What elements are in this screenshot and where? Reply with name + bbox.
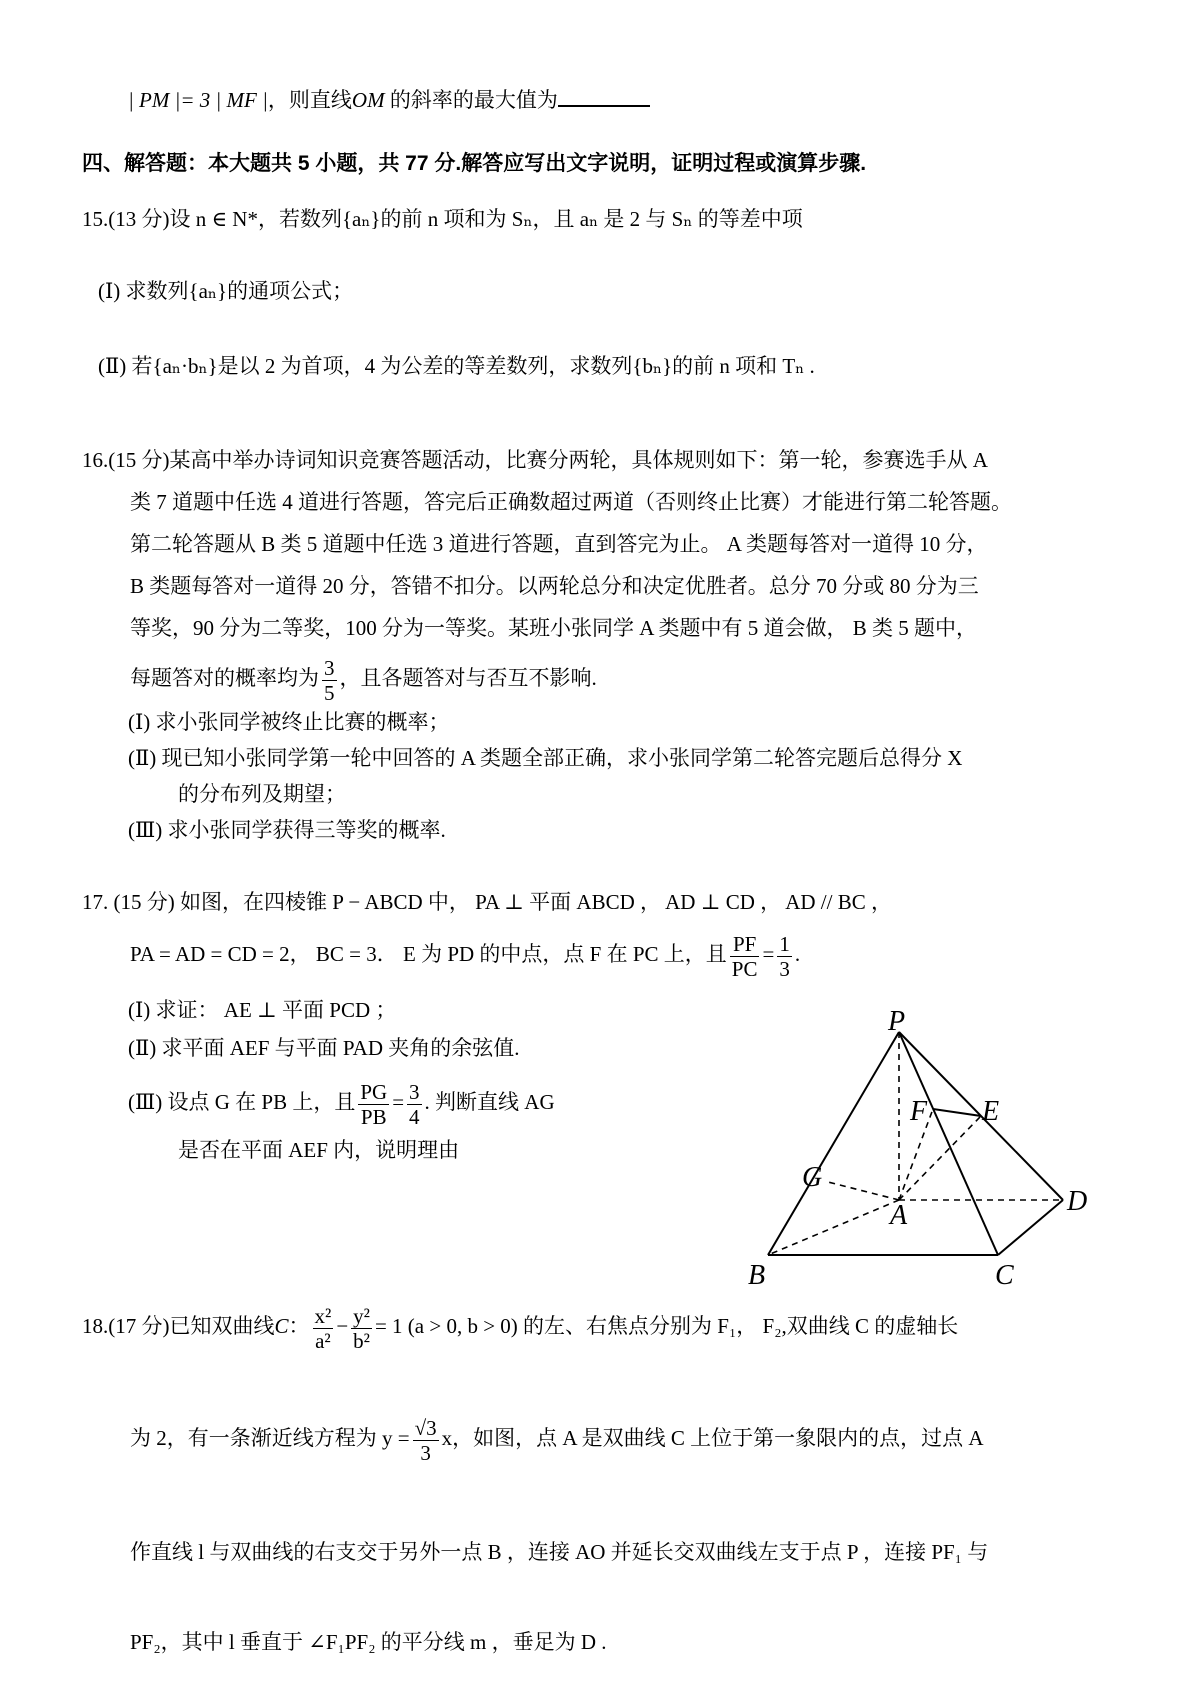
fraction-pg-pb (358, 1080, 389, 1129)
section-heading: 四、解答题：本大题共 5 小题，共 77 分.解答应写出文字说明，证明过程或演算步骤. (82, 152, 867, 175)
q18-line1-a: 18.(17 分)已知双曲线 (82, 1314, 275, 1338)
fraction-1-3 (777, 932, 792, 981)
edge-ab (768, 1200, 899, 1255)
q18-line2-b: x，如图，点 A 是双曲线 C 上位于第一象限内的点，过点 A (441, 1426, 984, 1450)
frac-num: 3 (324, 655, 335, 680)
q17-part2: (Ⅱ) 求平面 AEF 与平面 PAD 夹角的余弦值. (128, 1036, 520, 1060)
fraction-y2-b2 (351, 1304, 372, 1353)
pyramid-figure (740, 1010, 1100, 1290)
q18-line2 (130, 1410, 984, 1466)
q16-line4: B 类题每答对一道得 20 分，答错不扣分。以两轮总分和决定优胜者。总分 70 分或 80 分为三 (130, 574, 979, 598)
q17-part1: (Ⅰ) 求证： AE ⊥ 平面 PCD ； (128, 998, 397, 1022)
frac-den: 5 (324, 680, 335, 705)
fraction-3-4 (407, 1080, 422, 1129)
label-e: E (982, 1096, 1000, 1127)
q18-line1-b: 的左、右焦点分别为 F₁， F₂,双曲线 C 的虚轴长 (523, 1314, 959, 1338)
frac-den: a² (315, 1328, 331, 1353)
label-d: D (1067, 1186, 1088, 1217)
frac-num: PF (730, 932, 760, 957)
q17-part3c: 是否在平面 AEF 内，说明理由 (178, 1138, 460, 1162)
edge-pb (768, 1032, 899, 1255)
q16-line6-a: 每题答对的概率均为 (130, 666, 319, 690)
segment-ag (828, 1182, 899, 1200)
q14-tail-line (128, 86, 650, 114)
period: . (794, 942, 801, 966)
fraction-sqrt3-3 (413, 1416, 439, 1465)
colon: ： (288, 1314, 310, 1338)
q17-line2 (130, 926, 800, 982)
q18-line4: PF₂，其中 l 垂直于 ∠F₁PF₂ 的平分线 m ，垂足为 D . (130, 1630, 607, 1654)
q16-line2: 类 7 道题中任选 4 道进行答题，答完后正确数超过两道（否则终止比赛）才能进行第二轮答题。 (130, 490, 1012, 514)
q18-line2-a: 为 2，有一条渐近线方程为 y = (130, 1426, 410, 1450)
edge-cd (998, 1200, 1063, 1255)
equation-rhs: = 1 (a > 0, b > 0) (374, 1314, 518, 1338)
q17-part3-b: . 判断直线 AG (424, 1090, 555, 1114)
label-a: A (890, 1200, 908, 1231)
q14-text2: 的斜率的最大值为 (389, 88, 558, 112)
q16-part2b: 的分布列及期望； (178, 782, 346, 806)
frac-den: PC (731, 956, 758, 981)
q18-line1: 18.(17 分)已知双曲线C： $\frac{\text{x²}}{\text{a²}}$ − $\frac{\text{y²}}{\text{b²}}$ = 1 (a > 0, b > 0) 的左、右焦点分别为 F₁， F₂,双曲线 C 的虚轴长 (82, 1303, 959, 1353)
frac-num: x² (314, 1303, 332, 1328)
q16-part3: (Ⅲ) 求小张同学获得三等奖的概率. (128, 818, 446, 842)
q17-line1: 17. (15 分) 如图，在四棱锥 P − ABCD 中， PA ⊥ 平面 ABCD ， AD ⊥ CD ， AD // BC ， (82, 890, 892, 914)
label-g: G (802, 1162, 823, 1193)
answer-blank (558, 87, 650, 107)
q17-part3a (128, 1074, 555, 1130)
frac-den: PB (360, 1104, 387, 1129)
fraction-x2-a2 (313, 1304, 334, 1353)
frac-num: √3 (414, 1415, 437, 1440)
frac-den: b² (353, 1328, 370, 1353)
frac-num: PG (360, 1079, 388, 1104)
q16-line1: 16.(15 分)某高中举办诗词知识竞赛答题活动，比赛分两轮，具体规则如下：第一轮，参赛选手从 A (82, 448, 988, 472)
q16-line6-b: ，且各题答对与否互不影响. (339, 666, 597, 690)
equals-sign: = (762, 942, 775, 966)
frac-den: 4 (409, 1104, 420, 1129)
q18-line3: 作直线 l 与双曲线的右支交于另外一点 B ，连接 AO 并延长交双曲线左支于点 P ，连接 PF₁ 与 (130, 1540, 989, 1564)
q15-part1: (Ⅰ) 求数列{aₙ}的通项公式； (98, 279, 354, 303)
q14-pm-eq: | PM |= 3 | MF | (128, 88, 268, 112)
label-f: F (910, 1096, 928, 1127)
frac-num: 3 (409, 1079, 420, 1104)
curve-c: C (274, 1314, 289, 1338)
q16-part2a: (Ⅱ) 现已知小张同学第一轮中回答的 A 类题全部正确，求小张同学第二轮答完题后总得分 X (128, 746, 963, 770)
q16-line3: 第二轮答题从 B 类 5 道题中任选 3 道进行答题，直到答完为止。 A 类题每答对一道得 10 分， (130, 532, 988, 556)
fraction-3-5 (322, 656, 337, 705)
fraction-pf-pc (730, 932, 760, 981)
q14-om: OM (351, 88, 385, 112)
label-c: C (995, 1260, 1014, 1290)
q15-part2: (Ⅱ) 若{aₙ·bₙ}是以 2 为首项，4 为公差的等差数列，求数列{bₙ}的前 n 项和 Tₙ . (98, 354, 815, 378)
label-p: P (888, 1010, 906, 1037)
frac-den: 3 (779, 956, 790, 981)
q16-line5: 等奖，90 分为二等奖，100 分为一等奖。某班小张同学 A 类题中有 5 道会做， B 类 5 题中， (130, 616, 978, 640)
q16-part1: (Ⅰ) 求小张同学被终止比赛的概率； (128, 710, 450, 734)
q16-line6 (130, 652, 597, 705)
frac-num: 1 (779, 931, 790, 956)
q17-part3-a: (Ⅲ) 设点 G 在 PB 上，且 (128, 1090, 356, 1114)
label-b: B (748, 1260, 766, 1290)
equals-sign: = (392, 1090, 405, 1114)
edge-pc (899, 1032, 998, 1255)
q14-text1: ，则直线 (267, 88, 352, 112)
frac-num: y² (353, 1303, 370, 1328)
q17-line2-a: PA = AD = CD = 2， BC = 3． E 为 PD 的中点，点 F 在 PC 上，且 (130, 942, 727, 966)
q15-stem: 15.(13 分)设 n ∈ N*，若数列{aₙ}的前 n 项和为 Sₙ，且 aₙ 是 2 与 Sₙ 的等差中项 (82, 207, 803, 231)
frac-den: 3 (420, 1440, 431, 1465)
